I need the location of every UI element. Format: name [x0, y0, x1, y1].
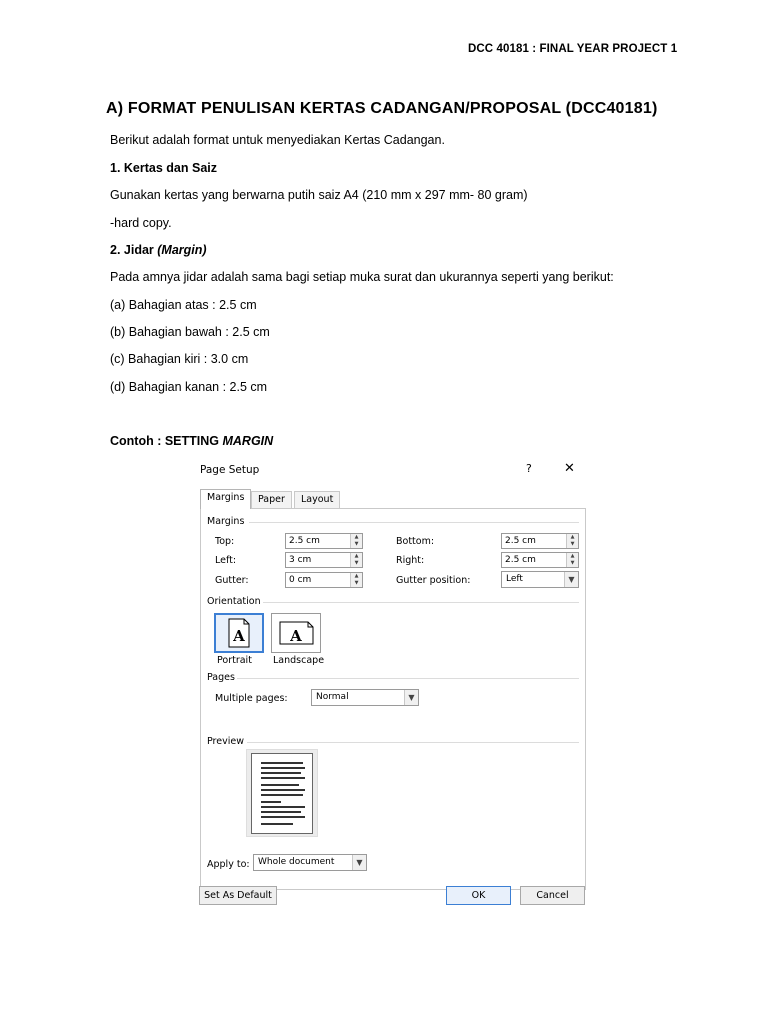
chevron-down-icon: ▼: [564, 572, 578, 587]
preview-line: [261, 772, 301, 774]
margins-group-divider: [249, 522, 579, 523]
multiple-pages-select[interactable]: [311, 689, 419, 706]
preview-line: [261, 762, 303, 764]
tab-paper[interactable]: Paper: [251, 491, 292, 509]
margin-item-top: (a) Bahagian atas : 2.5 cm: [110, 298, 257, 312]
preview-line: [261, 767, 305, 769]
preview-line: [261, 801, 281, 803]
preview-page-thumbnail: [251, 753, 313, 834]
margins-group-label: Margins: [207, 516, 245, 527]
pages-group-label: Pages: [207, 672, 235, 683]
gutter-label: Gutter:: [215, 575, 249, 586]
portrait-button[interactable]: [214, 613, 264, 653]
portrait-glyph: A: [233, 627, 245, 645]
apply-to-value: Whole document: [258, 857, 335, 867]
heading-margin-italic: (Margin): [157, 243, 207, 257]
preview-line: [261, 806, 305, 808]
top-margin-input[interactable]: [285, 533, 363, 549]
left-margin-input[interactable]: [285, 552, 363, 568]
top-margin-spinner[interactable]: ▲ ▼: [350, 534, 362, 548]
section-title: A) FORMAT PENULISAN KERTAS CADANGAN/PROPOSAL (DCC40181): [106, 100, 658, 117]
gutter-position-value: Left: [506, 574, 523, 584]
landscape-glyph: A: [290, 627, 302, 645]
multiple-pages-value: Normal: [316, 692, 349, 702]
margin-item-bottom: (b) Bahagian bawah : 2.5 cm: [110, 325, 270, 339]
tab-layout[interactable]: Layout: [294, 491, 340, 509]
apply-to-label: Apply to:: [207, 859, 250, 870]
bottom-margin-input[interactable]: [501, 533, 579, 549]
bottom-margin-spinner[interactable]: ▲ ▼: [566, 534, 578, 548]
gutter-value: 0 cm: [289, 575, 312, 585]
margin-item-right: (d) Bahagian kanan : 2.5 cm: [110, 380, 268, 394]
preview-line: [261, 794, 303, 796]
landscape-label: Landscape: [273, 655, 325, 666]
dialog-title: Page Setup: [200, 464, 260, 476]
right-label: Right:: [396, 555, 425, 566]
portrait-page-icon: [216, 615, 262, 651]
preview-line: [261, 784, 299, 786]
example-caption-italic: MARGIN: [222, 434, 274, 448]
preview-line: [261, 789, 305, 791]
heading-margin: [110, 243, 207, 257]
intro-text: Berikut adalah format untuk menyediakan Kertas Cadangan.: [110, 133, 445, 147]
left-label: Left:: [215, 555, 237, 566]
preview-line: [261, 816, 305, 818]
preview-group-label: Preview: [207, 736, 244, 747]
document-header: DCC 40181 : FINAL YEAR PROJECT 1: [468, 43, 678, 55]
gutter-input[interactable]: [285, 572, 363, 588]
margin-item-left: (c) Bahagian kiri : 3.0 cm: [110, 352, 249, 366]
cancel-button[interactable]: Cancel: [520, 886, 585, 905]
tab-margins[interactable]: Margins: [200, 489, 251, 509]
landscape-button[interactable]: [271, 613, 321, 653]
close-icon[interactable]: ✕: [564, 461, 575, 476]
bottom-margin-value: 2.5 cm: [505, 536, 536, 546]
right-margin-input[interactable]: [501, 552, 579, 568]
bottom-label: Bottom:: [396, 536, 435, 547]
help-icon[interactable]: ?: [526, 462, 532, 475]
pages-group-divider: [237, 678, 579, 679]
preview-group-divider: [247, 742, 579, 743]
right-margin-value: 2.5 cm: [505, 555, 536, 565]
ok-button[interactable]: OK: [446, 886, 511, 905]
heading-margin-prefix: 2. Jidar: [110, 243, 158, 257]
right-margin-spinner[interactable]: ▲ ▼: [566, 553, 578, 567]
gutter-position-label: Gutter position:: [396, 575, 471, 586]
apply-to-select[interactable]: [253, 854, 367, 871]
left-margin-spinner[interactable]: ▲ ▼: [350, 553, 362, 567]
preview-area: [246, 749, 318, 837]
top-margin-value: 2.5 cm: [289, 536, 320, 546]
preview-line: [261, 823, 293, 825]
hard-copy-text: -hard copy.: [110, 216, 172, 230]
orientation-group-divider: [263, 602, 579, 603]
margin-description: Pada amnya jidar adalah sama bagi setiap muka surat dan ukurannya seperti yang berikut:: [110, 270, 614, 284]
set-as-default-button[interactable]: Set As Default: [199, 886, 277, 905]
preview-line: [261, 777, 305, 779]
example-caption-prefix: Contoh : SETTING: [110, 434, 223, 448]
page-setup-dialog: [196, 455, 590, 911]
multiple-pages-label: Multiple pages:: [215, 693, 288, 704]
gutter-spinner[interactable]: ▲ ▼: [350, 573, 362, 587]
chevron-down-icon: ▼: [352, 855, 366, 870]
orientation-group-label: Orientation: [207, 596, 261, 607]
gutter-position-select[interactable]: [501, 571, 579, 588]
heading-paper-size: 1. Kertas dan Saiz: [110, 161, 217, 175]
landscape-page-icon: [272, 614, 320, 652]
paper-description: Gunakan kertas yang berwarna putih saiz A4 (210 mm x 297 mm- 80 gram): [110, 188, 528, 202]
top-label: Top:: [215, 536, 235, 547]
left-margin-value: 3 cm: [289, 555, 312, 565]
portrait-label: Portrait: [217, 655, 252, 666]
preview-line: [261, 811, 301, 813]
chevron-down-icon: ▼: [404, 690, 418, 705]
example-caption: [110, 434, 273, 448]
